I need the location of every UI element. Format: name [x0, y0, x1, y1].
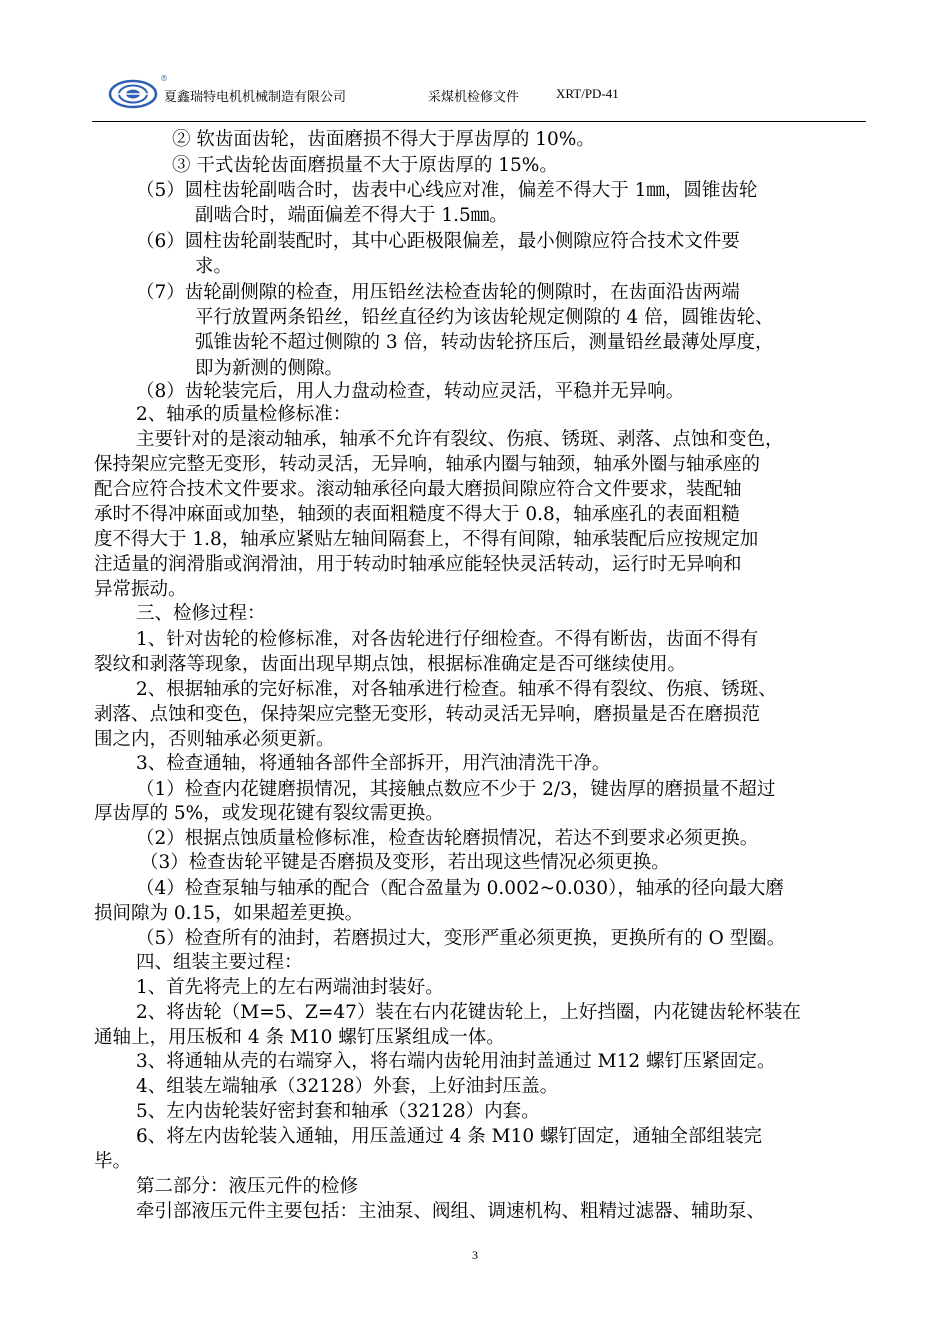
text-line: 通轴上，用压板和 4 条 M10 螺钉压紧组成一体。	[94, 1027, 505, 1048]
text-line: 弧锥齿轮不超过侧隙的 3 倍，转动齿轮挤压后，测量铅丝最薄处厚度，	[195, 332, 774, 353]
text-line: 1、首先将壳上的左右两端油封装好。	[136, 977, 444, 998]
text-line: （8）齿轮装完后，用人力盘动检查，转动应灵活，平稳并无异响。	[136, 381, 685, 402]
text-line: ② 软齿面齿轮，齿面磨损不得大于厚齿厚的 10%。	[172, 129, 595, 150]
text-line: 裂纹和剥落等现象，齿面出现早期点蚀，根据标准确定是否可继续使用。	[94, 654, 687, 675]
registered-mark: ®	[160, 74, 168, 83]
page-header	[108, 72, 868, 118]
text-line: 即为新测的侧隙。	[195, 358, 344, 379]
text-line: 5、左内齿轮装好密封套和轴承（32128）内套。	[136, 1101, 540, 1122]
text-line: ③ 干式齿轮齿面磨损量不大于原齿厚的 15%。	[172, 155, 558, 176]
text-line: （5）圆柱齿轮副啮合时，齿表中心线应对准，偏差不得大于 1㎜，圆锥齿轮	[136, 180, 758, 201]
text-line: 1、针对齿轮的检修标准，对各齿轮进行仔细检查。不得有断齿，齿面不得有	[136, 629, 759, 650]
text-line: 主要针对的是滚动轴承，轴承不允许有裂纹、伤痕、锈斑、剥落、点蚀和变色，	[136, 429, 784, 450]
text-line: 异常振动。	[94, 579, 187, 600]
text-line: 4、组装左端轴承（32128）外套，上好油封压盖。	[136, 1076, 559, 1097]
text-line: 保持架应完整无变形，转动灵活，无异响，轴承内圈与轴颈，轴承外圈与轴承座的	[94, 454, 761, 475]
text-line: 2、将齿轮（M=5、Z=47）装在右内花键齿轮上，上好挡圈，内花键齿轮杯装在	[136, 1002, 801, 1023]
text-line: 毕。	[94, 1151, 132, 1172]
text-line: 度不得大于 1.8，轴承应紧贴左轴间隔套上，不得有间隙，轴承装配后应按规定加	[94, 529, 759, 550]
text-line: 牵引部液压元件主要包括：主油泵、阀组、调速机构、粗精过滤器、辅助泵、	[136, 1201, 766, 1222]
text-line: （5）检查所有的油封，若磨损过大，变形严重必须更换，更换所有的 O 型圈。	[136, 928, 786, 949]
page-number: 3	[472, 1248, 478, 1262]
text-line: （4）检查泵轴与轴承的配合（配合盈量为 0.002~0.030），轴承的径向最大磨	[136, 878, 784, 899]
text-line: 围之内，否则轴承必须更新。	[94, 729, 335, 750]
text-line: 2、根据轴承的完好标准，对各轴承进行检查。轴承不得有裂纹、伤痕、锈斑、	[136, 679, 777, 700]
text-line: 损间隙为 0.15，如果超差更换。	[94, 903, 364, 924]
section-heading: 2、轴承的质量检修标准：	[136, 404, 352, 425]
company-logo-icon	[108, 78, 158, 110]
text-line: 厚齿厚的 5%，或发现花键有裂纹需更换。	[94, 803, 444, 824]
text-line: 副啮合时，端面偏差不得大于 1.5㎜。	[195, 205, 508, 226]
text-line: （2）根据点蚀质量检修标准，检查齿轮磨损情况，若达不到要求必须更换。	[136, 828, 759, 849]
text-line: 注适量的润滑脂或润滑油，用于转动时轴承应能轻快灵活转动，运行时无异响和	[94, 554, 742, 575]
text-line: 3、检查通轴，将通轴各部件全部拆开，用汽油清洗干净。	[136, 753, 611, 774]
company-name: 夏鑫瑞特电机机械制造有限公司	[164, 90, 347, 105]
section-heading: 三、检修过程：	[136, 603, 266, 624]
text-line: 承时不得冲麻面或加垫，轴颈的表面粗糙度不得大于 0.8，轴承座孔的表面粗糙	[94, 504, 740, 525]
text-line: 3、将通轴从壳的右端穿入，将右端内齿轮用油封盖通过 M12 螺钉压紧固定。	[136, 1051, 776, 1072]
text-line: 求。	[195, 256, 233, 277]
text-line: （1）检查内花键磨损情况，其接触点数应不少于 2/3，键齿厚的磨损量不超过	[136, 779, 776, 800]
document-code: XRT/PD-41	[556, 86, 619, 101]
text-line: 6、将左内齿轮装入通轴，用压盖通过 4 条 M10 螺钉固定，通轴全部组装完	[136, 1126, 763, 1147]
text-line: 配合应符合技术文件要求。滚动轴承径向最大磨损间隙应符合文件要求，装配轴	[94, 479, 742, 500]
header-divider	[92, 121, 866, 122]
section-heading: 四、组装主要过程：	[136, 952, 303, 973]
text-line: （6）圆柱齿轮副装配时，其中心距极限偏差，最小侧隙应符合技术文件要	[136, 231, 740, 252]
section-heading: 第二部分：液压元件的检修	[136, 1176, 359, 1197]
document-title: 采煤机检修文件	[428, 90, 520, 105]
text-line: 剥落、点蚀和变色，保持架应完整无变形，转动灵活无异响，磨损量是否在磨损范	[94, 704, 761, 725]
text-line: （7）齿轮副侧隙的检查，用压铅丝法检查齿轮的侧隙时，在齿面沿齿两端	[136, 282, 740, 303]
text-line: （3）检查齿轮平键是否磨损及变形，若出现这些情况必须更换。	[140, 852, 670, 873]
text-line: 平行放置两条铅丝，铅丝直径约为该齿轮规定侧隙的 4 倍，圆锥齿轮、	[195, 307, 774, 328]
